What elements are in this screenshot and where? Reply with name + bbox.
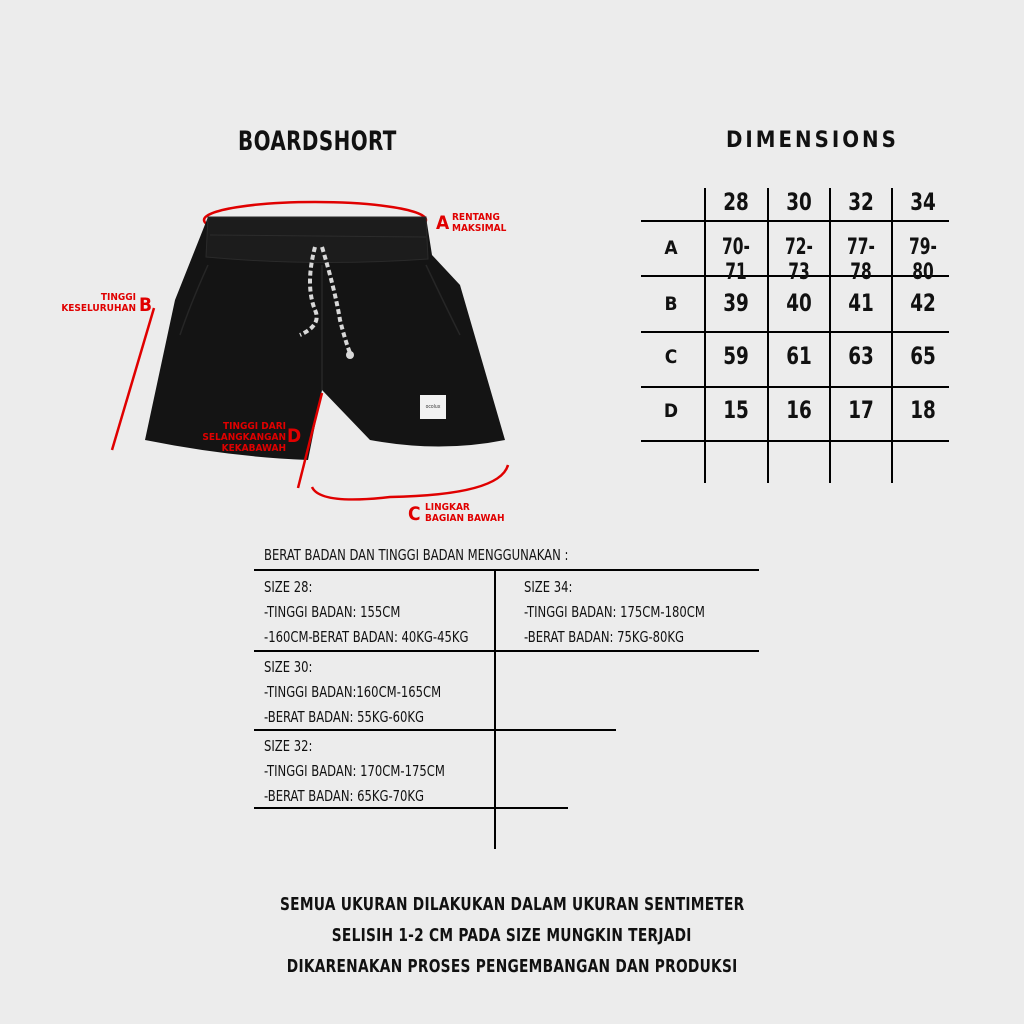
label-b-letter: B: [139, 294, 153, 316]
dim-row-d-label: D: [663, 400, 679, 422]
dim-cell: 16: [786, 396, 812, 424]
dim-row-b-label: B: [664, 293, 678, 315]
page-title: BOARDSHORT: [238, 126, 397, 157]
boardshort-illustration: [60, 195, 540, 535]
dimensions-title: DIMENSIONS: [726, 128, 899, 153]
dim-cell: 77-78: [847, 235, 875, 285]
size-34-height: -TINGGI BADAN: 175CM-180CM: [524, 603, 705, 621]
size-30-height: -TINGGI BADAN:160CM-165CM: [264, 683, 442, 701]
size-32-weight: -BERAT BADAN: 65KG-70KG: [264, 787, 425, 805]
dim-cell: 39: [723, 289, 749, 317]
dim-cell: 42: [910, 289, 936, 317]
dim-cell: 40: [786, 289, 812, 317]
label-d-text: TINGGI DARI SELANGKANGAN KEKABAWAH: [202, 421, 286, 454]
size-30-title: SIZE 30:: [264, 658, 313, 676]
label-a-text: RENTANG MAKSIMAL: [452, 212, 507, 234]
size-28-height: -TINGGI BADAN: 155CM: [264, 603, 401, 621]
dim-col-28: 28: [723, 188, 749, 216]
footer-line-3: DIKARENAKAN PROSES PENGEMBANGAN DAN PRODUKSI: [286, 956, 738, 977]
dim-cell: 59: [723, 342, 749, 370]
size-34-weight: -BERAT BADAN: 75KG-80KG: [524, 628, 685, 646]
footer-line-2: SELISIH 1-2 CM PADA SIZE MUNGKIN TERJADI: [332, 925, 692, 946]
size-28-title: SIZE 28:: [264, 578, 313, 596]
dim-cell: 70-71: [722, 235, 750, 285]
dim-cell: 79-80: [909, 235, 937, 285]
dim-row-c-label: C: [664, 346, 678, 368]
dim-cell: 63: [848, 342, 874, 370]
dim-col-32: 32: [848, 188, 874, 216]
label-d-letter: D: [287, 425, 302, 447]
label-b-text: TINGGI KESELURUHAN: [61, 292, 136, 314]
dim-cell: 41: [848, 289, 874, 317]
dim-col-34: 34: [910, 188, 936, 216]
size-30-weight: -BERAT BADAN: 55KG-60KG: [264, 708, 425, 726]
dim-cell: 65: [910, 342, 936, 370]
dim-cell: 18: [910, 396, 936, 424]
dim-cell: 72-73: [785, 235, 813, 285]
size-34-title: SIZE 34:: [524, 578, 573, 596]
weight-heading: BERAT BADAN DAN TINGGI BADAN MENGGUNAKAN :: [264, 546, 569, 564]
label-a-letter: A: [436, 212, 450, 234]
dim-cell: 15: [723, 396, 749, 424]
dim-row-a-label: A: [664, 237, 678, 259]
label-c-text: LINGKAR BAGIAN BAWAH: [425, 502, 505, 524]
brand-label-text: ocolux: [425, 404, 441, 410]
dim-cell: 17: [848, 396, 874, 424]
size-32-height: -TINGGI BADAN: 170CM-175CM: [264, 762, 445, 780]
size-28-weight: -160CM-BERAT BADAN: 40KG-45KG: [264, 628, 469, 646]
dim-col-30: 30: [786, 188, 812, 216]
footer-line-1: SEMUA UKURAN DILAKUKAN DALAM UKURAN SENTIMETER: [279, 894, 745, 915]
label-c-letter: C: [408, 503, 421, 525]
size-32-title: SIZE 32:: [264, 737, 313, 755]
leg-opening-measure: [312, 465, 508, 499]
dim-cell: 61: [786, 342, 812, 370]
